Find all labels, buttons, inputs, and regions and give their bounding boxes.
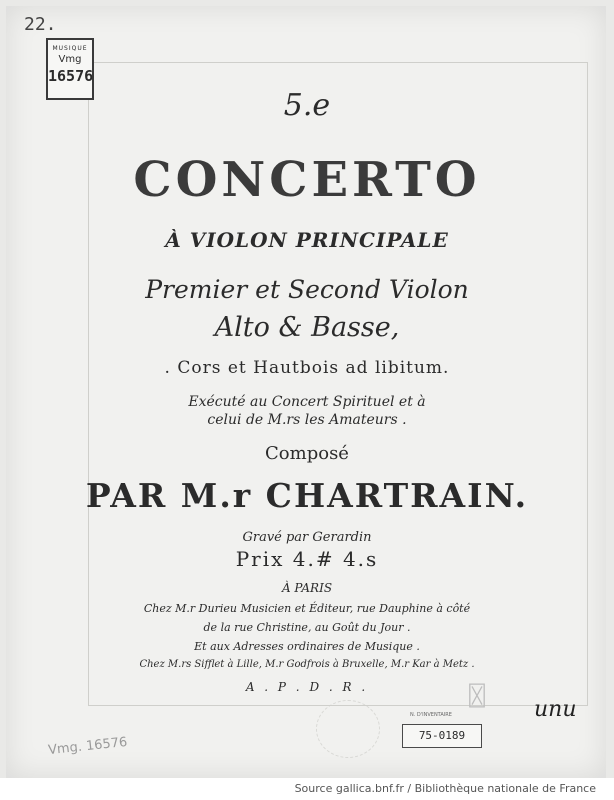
source-footer xyxy=(0,778,614,800)
page-title: CONCERTO xyxy=(133,152,481,208)
stamp-line-3: 16576 xyxy=(48,67,94,85)
instrument-line-cors-hautbois: . Cors et Hautbois ad libitum. xyxy=(164,358,450,378)
publisher-address-1: Chez M.r Durieu Musicien et Éditeur, rue Dauphine à côté xyxy=(143,602,471,615)
publisher-address-3: Et aux Adresses ordinaires de Musique . xyxy=(194,640,420,653)
faded-mark: 〿 xyxy=(462,680,492,715)
instrument-line-alto-basse: Alto & Basse, xyxy=(214,312,400,343)
pencil-shelfmark: Vmg. 16576 xyxy=(47,734,129,759)
instrument-line-violins: Premier et Second Violon xyxy=(145,275,469,304)
stamp-line-1: MUSIQUE xyxy=(52,45,88,52)
publisher-address-2: de la rue Christine, au Goût du Jour . xyxy=(203,621,411,634)
folio-number: 22. xyxy=(24,14,57,35)
price-line: Prix 4.# 4.s xyxy=(235,547,379,571)
library-seal-stamp xyxy=(316,700,380,758)
compose-label: Composé xyxy=(265,443,349,464)
concerto-number: 5.e xyxy=(283,88,331,123)
privilege-line: A . P . D . R . xyxy=(245,680,369,694)
signature: unu xyxy=(534,697,577,722)
performance-note-2: celui de M.rs les Amateurs . xyxy=(207,412,407,428)
publisher-city: À PARIS xyxy=(281,581,333,595)
stamp-line-2: Vmg xyxy=(58,54,82,65)
inventory-stamp: 75-0189 xyxy=(402,724,482,748)
composer-name: PAR M.r CHARTRAIN. xyxy=(85,476,529,515)
subtitle-violon-principale: À VIOLON PRINCIPALE xyxy=(165,228,449,252)
source-credit[interactable]: Source gallica.bnf.fr / Bibliothèque nationale de France xyxy=(294,782,596,795)
performance-note-1: Exécuté au Concert Spirituel et à xyxy=(188,394,426,410)
publisher-address-4: Chez M.rs Sifflet à Lille, M.r Godfrois à Bruxelle, M.r Kar à Metz . xyxy=(139,659,475,670)
inventory-label: N. D'INVENTAIRE xyxy=(410,712,452,718)
engraver-line: Gravé par Gerardin xyxy=(242,530,372,545)
